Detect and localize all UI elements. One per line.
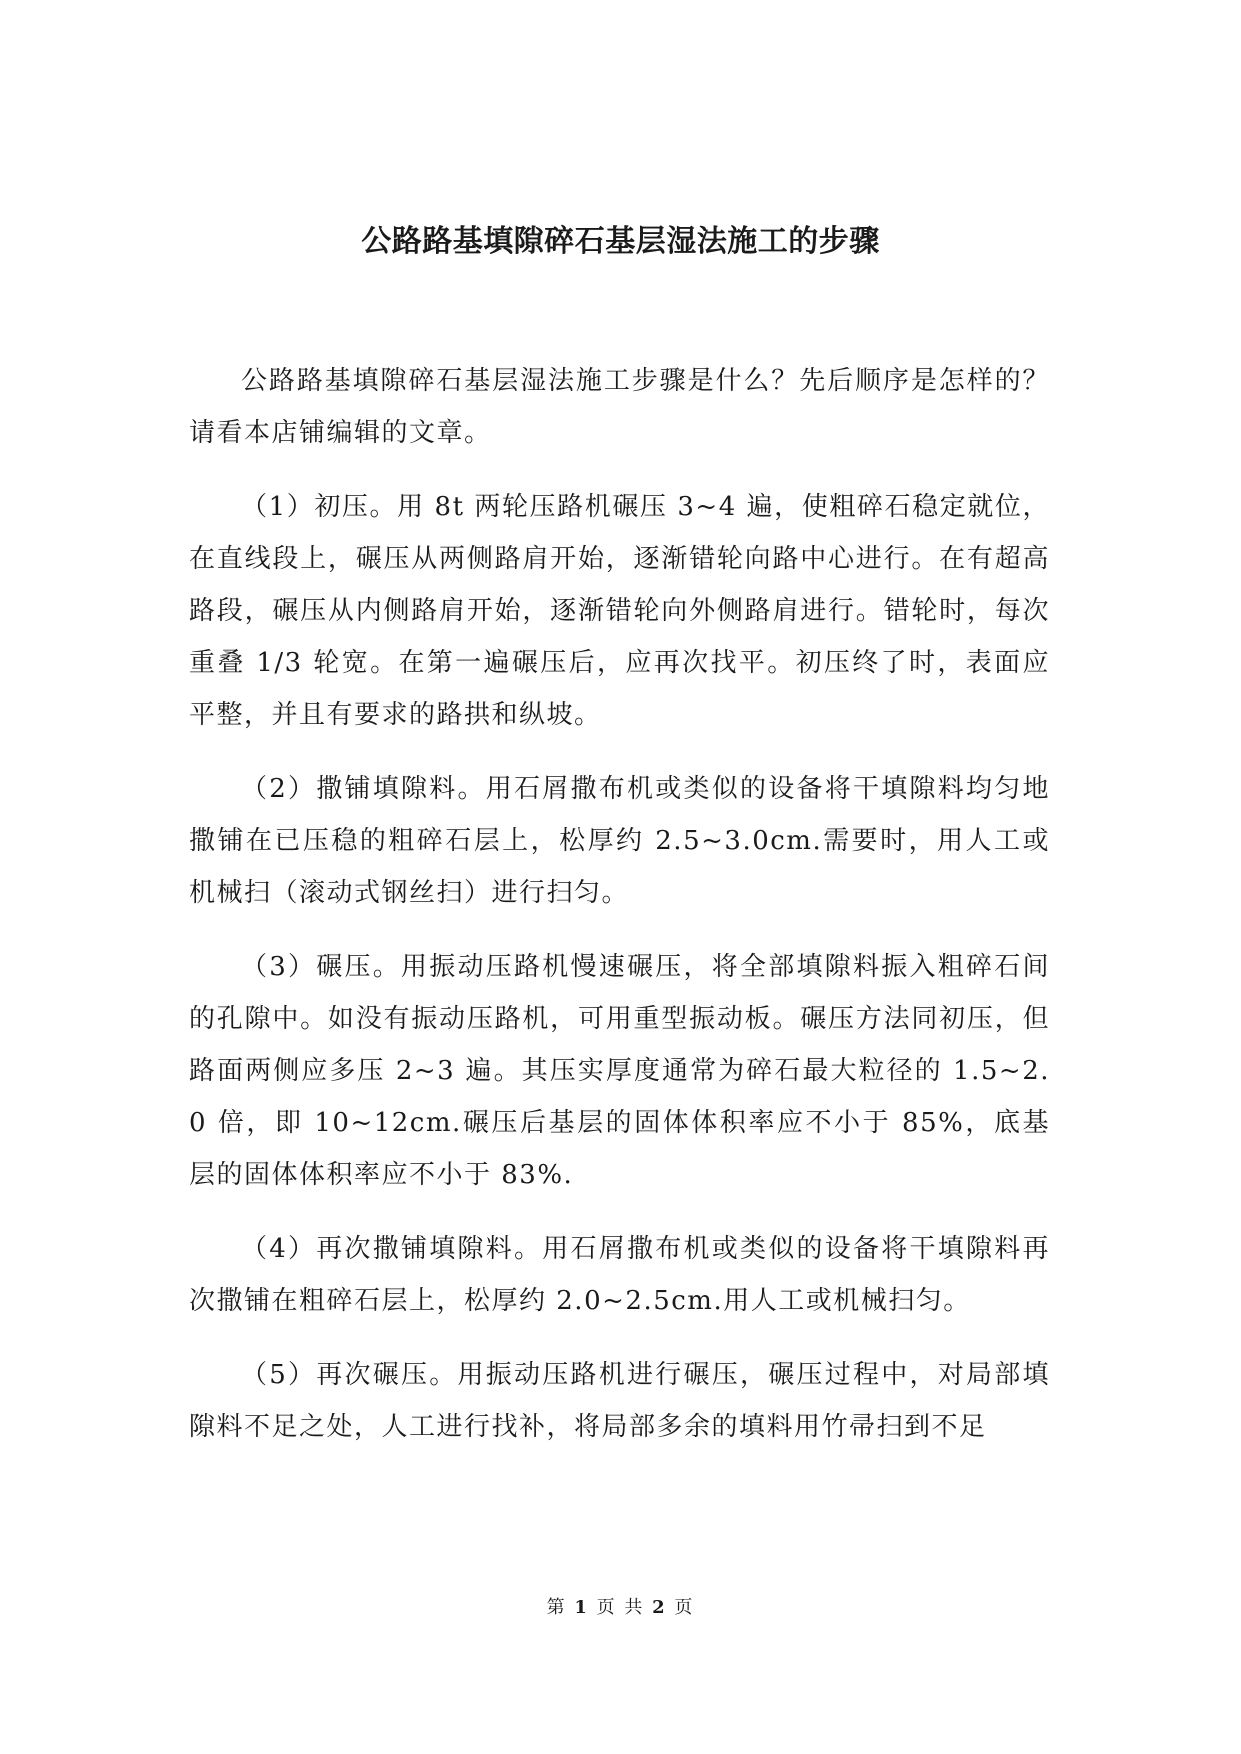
document-body: [189, 355, 1050, 1453]
footer-suffix: 页: [674, 1597, 695, 1618]
document-title: 公路路基填隙碎石基层湿法施工的步骤: [361, 224, 880, 259]
footer-total-pages: 2: [652, 1597, 667, 1618]
page-footer: [0, 1596, 1241, 1620]
paragraph-step-3: （3）碾压。用振动压路机慢速碾压，将全部填隙料振入粗碎石间的孔隙中。如没有振动压路机，可用重型振动板。碾压方法同初压，但路面两侧应多压 2~3 遍。其压实厚度通常为碎石最大粒径的 1.5~2.0 倍，即 10~12cm.碾压后基层的固体体积率应不小于 85%，底基层的固体体积率应不小于 83%.: [189, 952, 1050, 1190]
footer-middle: 页 共: [596, 1597, 645, 1618]
paragraph-intro: 公路路基填隙碎石基层湿法施工步骤是什么？先后顺序是怎样的？请看本店铺编辑的文章。: [189, 366, 1050, 448]
paragraph-step-4: （4）再次撒铺填隙料。用石屑撒布机或类似的设备将干填隙料再次撒铺在粗碎石层上，松厚约 2.0~2.5cm.用人工或机械扫匀。: [189, 1234, 1050, 1316]
paragraph-step-5: （5）再次碾压。用振动压路机进行碾压，碾压过程中，对局部填隙料不足之处，人工进行找补，将局部多余的填料用竹帚扫到不足: [189, 1360, 1050, 1442]
paragraph-step-1: （1）初压。用 8t 两轮压路机碾压 3~4 遍，使粗碎石稳定就位，在直线段上，碾压从两侧路肩开始，逐渐错轮向路中心进行。在有超高路段，碾压从内侧路肩开始，逐渐错轮向外侧路肩进行。错轮时，每次重叠 1/3 轮宽。在第一遍碾压后，应再次找平。初压终了时，表面应平整，并且有要求的路拱和纵坡。: [189, 492, 1050, 730]
footer-current-page: 1: [574, 1597, 589, 1618]
paragraph-step-2: （2）撒铺填隙料。用石屑撒布机或类似的设备将干填隙料均匀地撒铺在已压稳的粗碎石层上，松厚约 2.5~3.0cm.需要时，用人工或机械扫（滚动式钢丝扫）进行扫匀。: [189, 774, 1050, 908]
footer-prefix: 第: [546, 1597, 567, 1618]
